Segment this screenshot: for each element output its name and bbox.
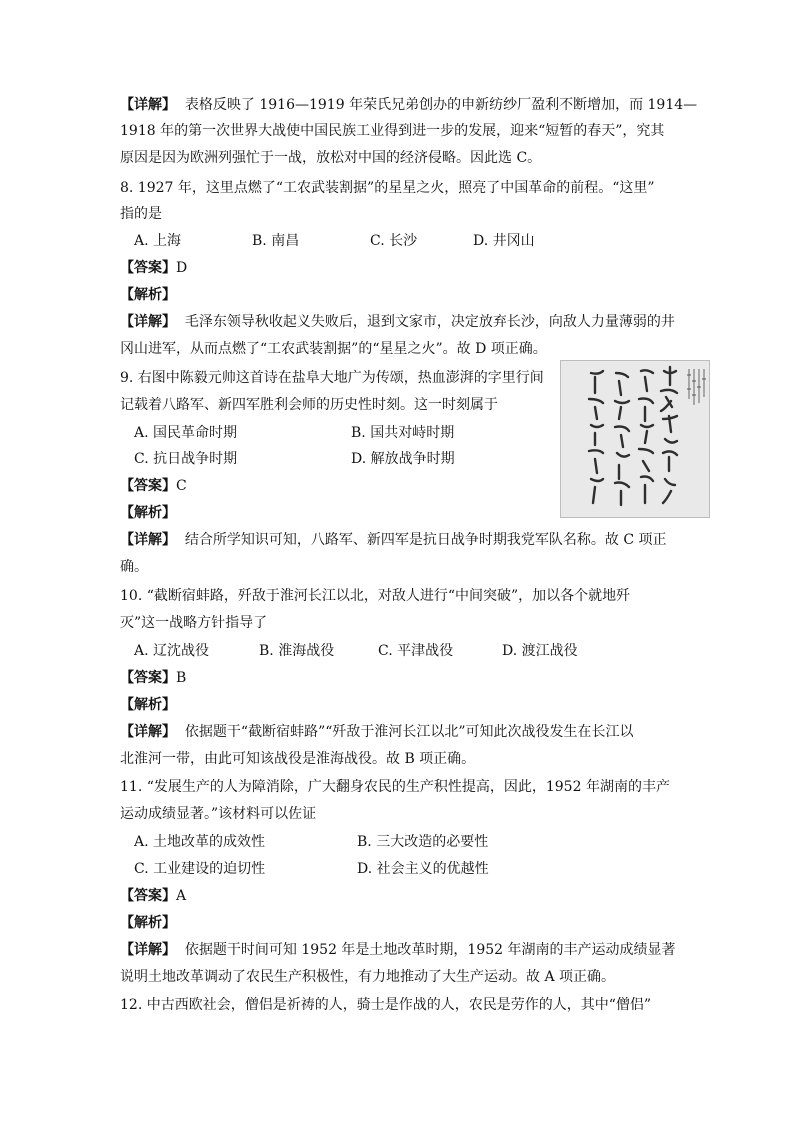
analysis-label: 【解析】 [120, 287, 176, 303]
calligraphy-strokes [561, 361, 709, 517]
option-a: A. 辽沈战役 [134, 643, 210, 659]
question-stem: 11. “发展生产的人为障消除，广大翻身农民的生产积性提高，因此，1952 年湖南的丰产 [120, 779, 670, 795]
option-d: D. 井冈山 [473, 233, 535, 249]
analysis-label: 【解析】 [120, 697, 176, 713]
detail-line: 【详解】 依据题干“截断宿蚌路”“歼敌于淮河长江以北”可知此次战役发生在长江以 [120, 724, 634, 740]
option-c: C. 平津战役 [378, 643, 454, 659]
question-stem: 运动成绩显著。”该材料可以佐证 [120, 806, 317, 822]
option-a: A. 上海 [134, 233, 182, 249]
detail-line: 说明土地改革调动了农民生产积极性，有力地推动了大生产运动。故 A 项正确。 [120, 969, 616, 985]
question-stem: 12. 中古西欧社会，僧侣是祈祷的人，骑士是作战的人，农民是劳作的人，其中“僧侣” [120, 997, 652, 1013]
option-d: D. 社会主义的优越性 [357, 861, 489, 877]
question-stem: 记载着八路军、新四军胜利会师的历史性时刻。这一时刻属于 [120, 397, 498, 413]
option-d: D. 解放战争时期 [351, 451, 455, 467]
option-c: C. 抗日战争时期 [134, 451, 238, 467]
detail-line: 确。 [120, 559, 148, 575]
option-b: B. 南昌 [252, 233, 300, 249]
detail-line: 北淮河一带，由此可知该战役是淮海战役。故 B 项正确。 [120, 751, 476, 767]
option-a: A. 国民革命时期 [134, 425, 238, 441]
option-b: B. 淮海战役 [259, 643, 335, 659]
question-stem: 9. 右图中陈毅元帅这首诗在盐阜大地广为传颂，热血澎湃的字里行间 [120, 370, 544, 386]
detail-line: 1918 年的第一次世界大战使中国民族工业得到进一步的发展，迎来“短暂的春天”，究其 [120, 123, 665, 139]
option-c: C. 长沙 [370, 233, 418, 249]
detail-line: 原因是因为欧洲列强忙于一战，放松对中国的经济侵略。因此选 C。 [120, 150, 542, 166]
calligraphy-image [560, 360, 710, 518]
answer-line: 【答案】B [120, 670, 187, 686]
detail-line: 【详解】 结合所学知识可知，八路军、新四军是抗日战争时期我党军队名称。故 C 项正 [120, 532, 667, 548]
option-c: C. 工业建设的迫切性 [134, 861, 266, 877]
question-stem: 指的是 [120, 206, 162, 222]
answer-line: 【答案】D [120, 260, 188, 276]
detail-label: 【详解】 [120, 97, 176, 113]
option-b: B. 国共对峙时期 [351, 425, 455, 441]
analysis-label: 【解析】 [120, 505, 176, 521]
question-stem: 8. 1927 年，这里点燃了“工农武装割据”的星星之火，照亮了中国革命的前程。“这里” [120, 180, 655, 196]
detail-line: 【详解】 表格反映了 1916—1919 年荣氏兄弟创办的申新纺纱厂盈利不断增加，而 1914— [120, 97, 698, 113]
detail-line: 【详解】 依据题干时间可知 1952 年是土地改革时期，1952 年湖南的丰产运动成绩显著 [120, 942, 676, 958]
detail-line: 冈山进军，从而点燃了“工农武装割据”的“星星之火”。故 D 项正确。 [120, 341, 547, 357]
option-a: A. 土地改革的成效性 [134, 834, 266, 850]
detail-line: 【详解】 毛泽东领导秋收起义失败后，退到文家市，决定放弃长沙，向敌人力量薄弱的井 [120, 314, 675, 330]
answer-line: 【答案】C [120, 478, 187, 494]
question-stem: 10. “截断宿蚌路，歼敌于淮河长江以北，对敌人进行“中间突破”，加以各个就地歼 [120, 588, 631, 604]
question-stem: 灭”这一战略方针指导了 [120, 615, 268, 631]
option-b: B. 三大改造的必要性 [357, 834, 489, 850]
option-d: D. 渡江战役 [502, 643, 578, 659]
answer-line: 【答案】A [120, 888, 187, 904]
analysis-label: 【解析】 [120, 915, 176, 931]
